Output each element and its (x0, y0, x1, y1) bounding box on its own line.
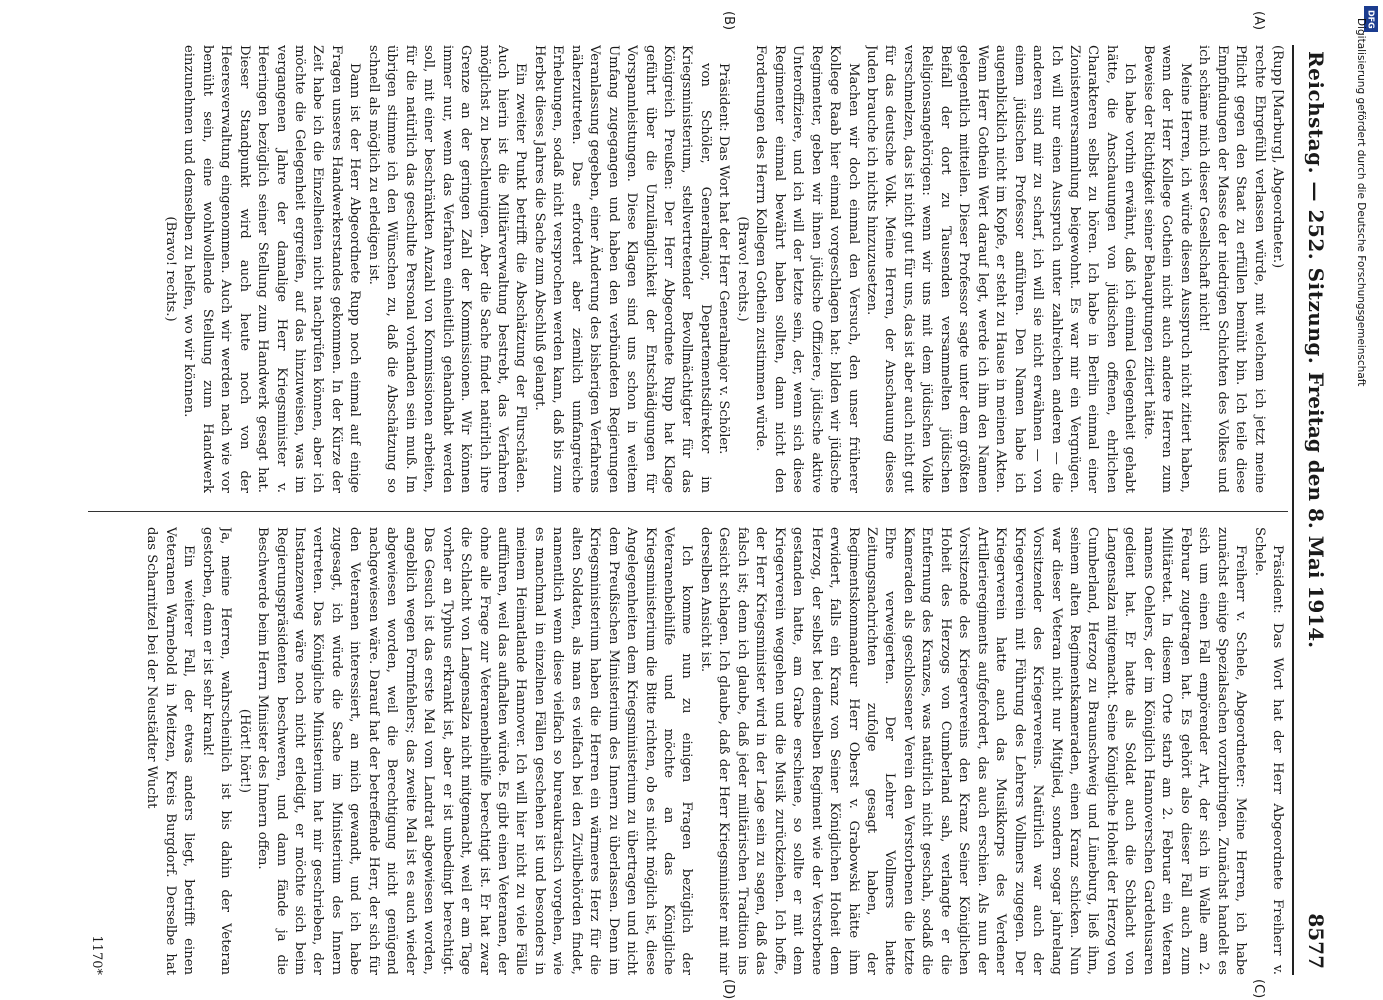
sheet-signature: 1170* (89, 935, 104, 975)
paragraph: Meine Herren, ich würde diesen Ausspruch nicht zitiert haben, wenn der Herr Kollege Gothein nicht auch andere Herren zum Beweise der Richtigkeit seiner Behauptungen zitiert hätte. (1140, 45, 1193, 493)
column-divider (88, 511, 1288, 512)
paragraph: Ich habe vorhin erwähnt, daß ich einmal Gelegenheit gehabt hätte, die Anschauungen von jüdischen offenen, ehrlichen Charakteren selbst zu hören. Ich habe in Berlin einmal einer Zionistenversammlung beigewohnt. Es war mir ein Vergnügen. Ich will nur einen Ausspruch unter zahlreichen anderen — die anderen sind mir zu scharf, ich will sie nicht erwähnen — von einem jüdischen Professor anführen. Den Namen habe ich augenblicklich nicht im Kopfe, er steht zu Hause in meinen Akten. Wenn Herr Gothein Wert darauf legt, werde ich ihm den Namen gelegentlich mitteilen. Dieser Professor sagte unter dem größten Beifall der dort zu Tausenden versammelten jüdischen Religionsangehörigen: wenn wir uns mit dem jüdischen Volke verschmelzen, das ist nicht gut für uns, das ist aber auch nicht gut für das deutsche Volk. Meine Herren, der Anschauung dieses Juden brauche ich nichts hinzuzusetzen. (864, 45, 1138, 493)
paragraph: von Schöler, Generalmajor, Departementsdirektor im Kriegsministerium, stellvertretender Bevollmächtigter für das Königreich Preußen: Der Herr Abgeordnete Rupp hat Klage geführt über die Unzulänglichkeit der Entschädigungen für Vorspannleistungen. Diese Klagen sind uns schon in weitem Umfang zugegangen und haben den verbündeten Regierungen Veranlassung gegeben, einer Änderung des bisherigen Verfahrens näherzutreten. Das erfordert aber ziemlich umfangreiche Erhebungen, sodaß nicht versprochen werden kann, daß bis zum Herbst dieses Jahres die Sache zum Abschluß gelangt. (531, 45, 713, 493)
page-header (1294, 45, 1336, 975)
paragraph: Machen wir doch einmal den Versuch, den unser früherer Kollege Raab hier einmal vorgeschlagen hat: bilden wir jüdische Regimenter, geben wir ihnen jüdische Offiziere, jüdische aktive Unteroffiziere, und ich will der letzte sein, der, wenn sich diese Regimenter einmal bewährt haben sollten, dann nicht den Forderungen des Herrn Kollegen Gothein zustimmen würde. (753, 45, 861, 493)
paragraph: Freiherr v. Schele, Abgeordneter: Meine Herren, ich habe zunächst einige Spezialsachen vorzubringen. Zunächst handelt es sich um einen Fall empörender Art, der sich in Walle am 2. Februar zugetragen hat. Es gehört also dieser Fall auch zum Militäretat. In diesem Orte starb am 2. Februar ein Veteran namens Oehlers, der im Königlich Hannoverschen Gardehusaren gedient hat. Er hatte als Soldat auch die Schlacht von Langensalza mitgemacht. Seine Königliche Hoheit der Herzog von Cumberland, Herzog zu Braunschweig und Lüneburg, ließ ihm, seinem alten Regimentskameraden, einen Kranz schicken. Nun war dieser Veteran nicht nur Mitglied, sondern sogar jahrelang Vorsitzender des Kriegervereins. Natürlich war auch der Kriegerverein mit Führung des Lehrers Vollmers zugegen. Der Kriegerverein hatte auch das Musikkorps des Verdener Artillerieregiments aufgefordert, das auch erschien. Als nun der Vorsitzende des Kriegervereins den Kranz Seiner Königlichen Hoheit des Herzogs von Cumberland sah, verlangte er die Entfernung des Kranzes, was natürlich nicht geschah, sodaß die Kameraden als geschlossener Verein den Verstorbenen die letzte Ehre verweigerten. Der Lehrer Vollmers hatte Zeitungsnachrichten zufolge gesagt haben, der Regimentskommandeur Herr Oberst v. Grabowski hätte ihm erwidert, falls ein Kranz von Seiner Königlichen Hoheit dem Herzog, der selbst bei demselben Regiment wie der Verstorbene gestanden hatte, am Grabe erschiene, so sollte er mit dem Kriegerverein weggehen und die Musik zurückziehen. Ich hoffe, der Herr Kriegsminister wird in der Lage sein zu sagen, daß das falsch ist; denn ich glaube, daß jeder militärischen Tradition ins Gesicht schlagen. Ich glaube, daß der Herr Kriegsminister mit mir derselben Ansicht ist. (697, 527, 1249, 975)
header-left: Reichstag. — 252. Sitzung. (1304, 51, 1328, 365)
paragraph: Dann ist der Herr Abgeordnete Rupp noch einmal auf einige Fragen unseres Handwerkerstandes gekommen. In der Kürze der Zeit habe ich die Einzelheiten nicht nachprüfen können, aber ich möchte die Gelegenheit ergreifen, auf das hinzuweisen, was im vergangenen Jahre der damalige Herr Kriegsminister v. Heeringen bezüglich seiner Stellung zum Handwerk gesagt hat. Dieser Standpunkt wird auch heute noch von der Heeresverwaltung eingenommen. Auch wir werden nach wie vor bemüht sein, eine wohlwollende Stellung zum Handwerk einzunehmen und demselben zu helfen, wo wir können. (181, 45, 363, 493)
page-number: 8577 (1304, 913, 1328, 969)
paragraph: Präsident: Das Wort hat der Herr Generalmajor v. Schöler. (716, 63, 732, 455)
dfg-logo: DFG (1364, 6, 1378, 32)
header-date: Freitag den 8. Mai 1914. (1304, 371, 1328, 649)
paragraph: Ein weiterer Fall, der etwas anders liegt, betrifft einen Veteranen Warnebold in Meitzen, Kreis Burgdorf. Derselbe hat das Scharnitzel bei der Neustädter Wucht (144, 527, 197, 975)
speaker-note: (Rupp [Marburg], Abgeordneter.) (1270, 45, 1285, 269)
paragraph: Präsident: Das Wort hat der Herr Abgeordnete Freiherr v. Schele. (1251, 527, 1285, 975)
interjection: (Bravo! rechts.) (734, 216, 750, 322)
document-page (76, 11, 1336, 1000)
margin-mark-a: (A) (1251, 11, 1266, 31)
margin-mark-d: (D) (721, 979, 736, 1000)
right-column (86, 527, 1286, 975)
header-rule (1292, 45, 1294, 975)
paragraph: rechte Ehrgefühl verlassen würde, mit welchem ich jetzt meine Pflicht gegen den Staat zu erfüllen bemüht bin. Ich teile diese Empfindungen der Masse der niedrigen Schichten des Volkes und ich schäme mich dieser Gesellschaft nicht! (1196, 45, 1267, 493)
credit-text: Digitalisierung gefördert durch die Deutsche Forschungsgemeinschaft (1355, 18, 1367, 387)
interjection: (Bravo! rechts.) (162, 216, 178, 322)
left-column (86, 45, 1286, 493)
digitization-credit (1355, 18, 1369, 968)
paragraph: Ich komme nun zu einigen Fragen bezüglich der Veteranenbeihilfe und möchte an das Königliche Kriegsministerium die Bitte richten, ob es nicht möglich ist, diese Angelegenheiten dem Kriegsministerium zu übertragen und nicht dem Preußischen Ministerium des Innern zu überlassen. Denn im Kriegsministerium haben die Herren ein wärmeres Herz für die alten Soldaten, als man es vielfach bei den Zivilbehörden findet, namentlich wenn diese vielfach so bureaukratisch vorgehen, wie es manchmal in einzelnen Fällen geschehen ist und besonders in meinem Heimatlande Hannover. Ich will hier nicht zu viele Fälle aufführen, weil das aufhalten würde. Es gibt einen Veteranen, der ohne alle Frage zur Veteranenbeihilfe berechtigt ist. Er hat zwar die Schlacht von Langensalza nicht mitgemacht, weil er am Tage vorher an Typhus erkrankt ist, aber er ist unbedingt berechtigt. Das Gesuch ist das erste Mal vom Landrat abgewiesen worden, angeblich wegen Formfehlers; das zweite Mal ist es auch wieder abgewiesen worden, weil die Berechtigung nicht genügend nachgewiesen wäre. Darauf hat der betreffende Herr, der sich für den Veteranen interessiert, an mich gewandt, und ich habe zugesagt, ich würde die Sache im Ministerium des Innern vertreten. Das Königliche Ministerium hat mir geschrieben, der Instanzenweg wäre noch nicht erledigt, er möchte sich beim Regierungspräsidenten beschweren, und dann fände ja die Beschwerde beim Herrn Minister des Innern offen. (255, 527, 695, 975)
margin-mark-b: (B) (721, 11, 736, 31)
paragraph: Ein zweiter Punkt betrifft die Abschätzung der Flurschäden. Auch hierin ist die Militärverwaltung bestrebt, das Verfahren möglichst zu beschleunigen. Aber die Sache findet natürlich ihre Grenze an der geringen Zahl der Kommissionen. Wir können immer nur, wenn das Verfahren einheitlich gehandhabt werden soll, mit einer beschränkten Anzahl von Kommissionen arbeiten, für die natürlich das geschulte Personal vorhanden sein muß. Im übrigen stimme ich den Wünschen zu, daß die Abschätzung so schnell als möglich zu erledigen ist. (365, 45, 529, 493)
margin-mark-c: (C) (1251, 979, 1266, 999)
paragraph: Ja, meine Herren, wahrscheinlich ist bis dahin der Veteran gestorben, denn er ist sehr krank! (199, 527, 234, 975)
interjection: (Hört! hört!) (236, 708, 252, 794)
